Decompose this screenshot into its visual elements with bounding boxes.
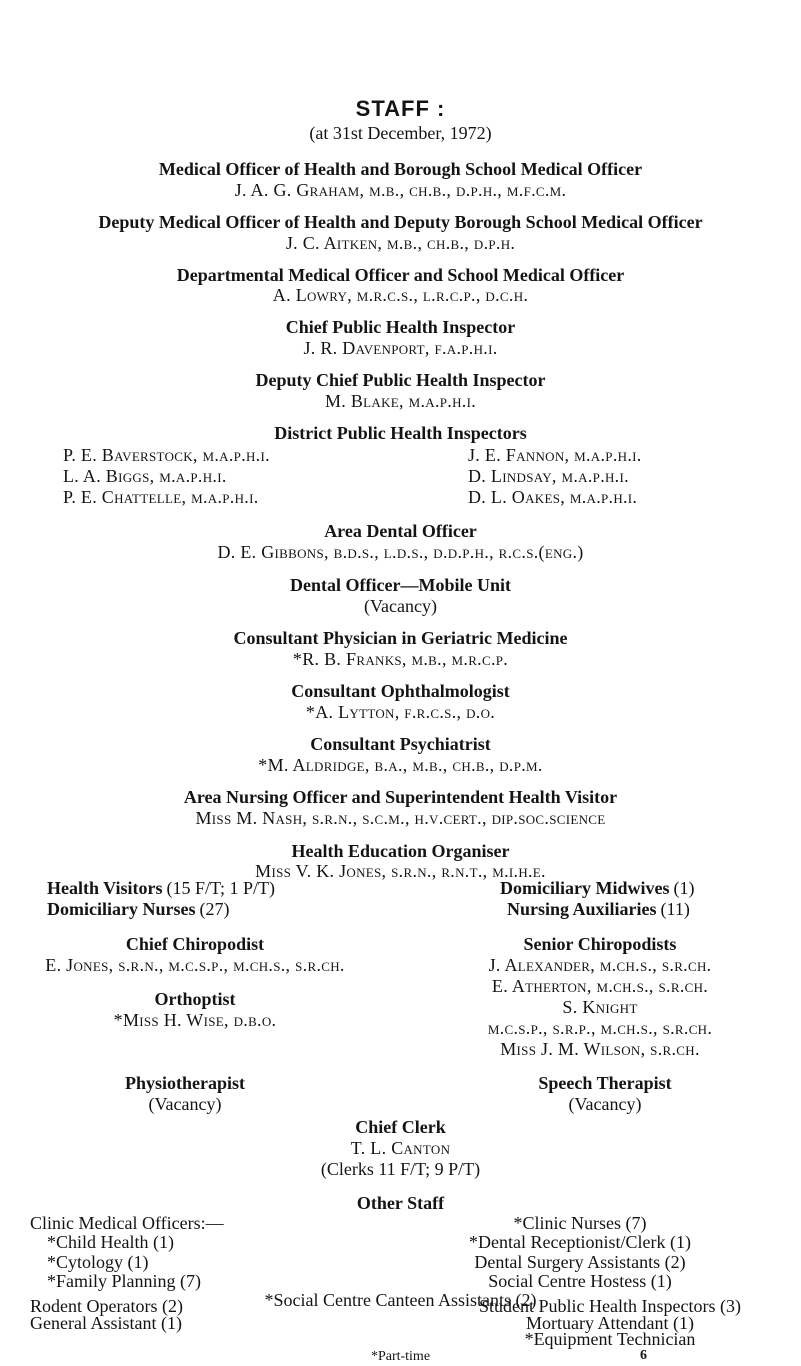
domiciliary-midwives-label: Domiciliary Midwives xyxy=(500,878,670,898)
nursing-heading: Area Nursing Officer and Superintendent Health Visitor xyxy=(183,787,618,807)
senior-chiropodist-1: J. Alexander, m.ch.s., s.r.ch. xyxy=(488,955,712,975)
other-staff-right-1: *Clinic Nurses (7) xyxy=(513,1213,647,1233)
departmental-name: A. Lowry, m.r.c.s., l.r.c.p., d.c.h. xyxy=(272,285,529,305)
page-title: STAFF : xyxy=(355,96,446,121)
other-staff-left-3: *Cytology (1) xyxy=(47,1252,149,1272)
physiotherapist-heading: Physiotherapist xyxy=(124,1073,245,1093)
other-staff-right-3: Dental Surgery Assistants (2) xyxy=(474,1252,686,1272)
psychiatrist-heading: Consultant Psychiatrist xyxy=(310,734,491,754)
deputy-chief-phi-heading: Deputy Chief Public Health Inspector xyxy=(255,370,546,390)
domiciliary-midwives-count: (1) xyxy=(673,878,695,898)
chief-clerk-name: T. L. Canton xyxy=(350,1138,451,1158)
other-staff-right2-2: Mortuary Attendant (1) xyxy=(526,1313,694,1333)
speech-therapist-heading: Speech Therapist xyxy=(538,1073,672,1093)
district-phi-right-1: J. E. Fannon, m.a.p.h.i. xyxy=(468,445,642,465)
dental-mobile-heading: Dental Officer—Mobile Unit xyxy=(290,575,511,595)
page-number: 6 xyxy=(640,1348,647,1363)
district-phi-left-1: P. E. Baverstock, m.a.p.h.i. xyxy=(63,445,270,465)
moh-name: J. A. G. Graham, m.b., ch.b., d.p.h., m.f.c.m. xyxy=(234,180,567,200)
other-staff-left2-2: General Assistant (1) xyxy=(30,1313,182,1333)
health-ed-name: Miss V. K. Jones, s.r.n., r.n.t., m.i.h.e. xyxy=(255,861,546,881)
ophthalmologist-heading: Consultant Ophthalmologist xyxy=(291,681,510,701)
chief-phi-heading: Chief Public Health Inspector xyxy=(285,317,516,337)
footnote: *Part-time xyxy=(370,1349,431,1364)
other-staff-left-2: *Child Health (1) xyxy=(47,1232,174,1252)
other-staff-left-4: *Family Planning (7) xyxy=(47,1271,201,1291)
chief-chiropodist-heading: Chief Chiropodist xyxy=(125,934,265,954)
nursing-auxiliaries xyxy=(507,899,690,920)
geriatric-name: *R. B. Franks, m.b., m.r.c.p. xyxy=(292,649,509,669)
health-ed-heading: Health Education Organiser xyxy=(291,841,510,861)
chief-clerk-heading: Chief Clerk xyxy=(355,1117,446,1137)
area-dental-heading: Area Dental Officer xyxy=(324,521,477,541)
departmental-heading: Departmental Medical Officer and School Medical Officer xyxy=(176,265,625,285)
nursing-auxiliaries-label: Nursing Auxiliaries xyxy=(507,899,657,919)
page-subtitle: (at 31st December, 1972) xyxy=(309,123,492,143)
domiciliary-midwives xyxy=(500,878,694,899)
chief-phi-name: J. R. Davenport, f.a.p.h.i. xyxy=(303,338,498,358)
moh-heading: Medical Officer of Health and Borough School Medical Officer xyxy=(158,159,643,179)
district-phi-right-2: D. Lindsay, m.a.p.h.i. xyxy=(468,466,629,486)
orthoptist-heading: Orthoptist xyxy=(154,989,236,1009)
district-phi-heading: District Public Health Inspectors xyxy=(274,423,527,443)
other-staff-right2-3: *Equipment Technician xyxy=(524,1329,696,1349)
domiciliary-nurses-count: (27) xyxy=(199,899,230,919)
dental-mobile-name: (Vacancy) xyxy=(364,596,437,616)
deputy-moh-heading: Deputy Medical Officer of Health and Deputy Borough School Medical Officer xyxy=(98,212,703,232)
orthoptist-name: *Miss H. Wise, d.b.o. xyxy=(113,1010,277,1030)
senior-chiropodist-3: S. Knight xyxy=(562,997,638,1017)
ophthalmologist-name: *A. Lytton, f.r.c.s., d.o. xyxy=(305,702,496,722)
senior-chiropodist-2: E. Atherton, m.ch.s., s.r.ch. xyxy=(491,976,709,996)
deputy-chief-phi-name: M. Blake, m.a.p.h.i. xyxy=(324,391,477,411)
domiciliary-nurses xyxy=(47,899,229,920)
district-phi-left-2: L. A. Biggs, m.a.p.h.i. xyxy=(63,466,227,486)
district-phi-right-3: D. L. Oakes, m.a.p.h.i. xyxy=(468,487,638,507)
other-staff-left-1: Clinic Medical Officers:— xyxy=(30,1213,224,1233)
chief-chiropodist-name: E. Jones, s.r.n., m.c.s.p., m.ch.s., s.r.ch. xyxy=(45,955,345,975)
nursing-auxiliaries-count: (11) xyxy=(660,899,690,919)
senior-chiropodist-4: m.c.s.p., s.r.p., m.ch.s., s.r.ch. xyxy=(487,1018,713,1038)
health-visitors-label: Health Visitors xyxy=(47,878,163,898)
area-dental-name: D. E. Gibbons, b.d.s., l.d.s., d.d.p.h., r.c.s.(eng.) xyxy=(217,542,584,562)
deputy-moh-name: J. C. Aitken, m.b., ch.b., d.p.h. xyxy=(285,233,516,253)
speech-therapist-name: (Vacancy) xyxy=(568,1094,642,1114)
other-staff-right-4: Social Centre Hostess (1) xyxy=(488,1271,672,1291)
psychiatrist-name: *M. Aldridge, b.a., m.b., ch.b., d.p.m. xyxy=(258,755,543,775)
other-staff-right2-1: Student Public Health Inspectors (3) xyxy=(479,1296,741,1316)
clerks-count: (Clerks 11 F/T; 9 P/T) xyxy=(320,1159,481,1179)
domiciliary-nurses-label: Domiciliary Nurses xyxy=(47,899,196,919)
senior-chiropodists-heading: Senior Chiropodists xyxy=(523,934,677,954)
senior-chiropodist-5: Miss J. M. Wilson, s.r.ch. xyxy=(500,1039,700,1059)
health-visitors-count: (15 F/T; 1 P/T) xyxy=(166,878,276,898)
other-staff-right-2: *Dental Receptionist/Clerk (1) xyxy=(469,1232,691,1252)
district-phi-left-3: P. E. Chattelle, m.a.p.h.i. xyxy=(63,487,259,507)
health-visitors xyxy=(47,878,275,899)
canteen-assistants: *Social Centre Canteen Assistants (2) xyxy=(264,1290,537,1310)
geriatric-heading: Consultant Physician in Geriatric Medicine xyxy=(233,628,568,648)
other-staff-heading: Other Staff xyxy=(356,1193,445,1213)
physiotherapist-name: (Vacancy) xyxy=(148,1094,222,1114)
nursing-name: Miss M. Nash, s.r.n., s.c.m., h.v.cert., dip.soc.science xyxy=(195,808,606,828)
other-staff-left2-1: Rodent Operators (2) xyxy=(30,1296,183,1316)
